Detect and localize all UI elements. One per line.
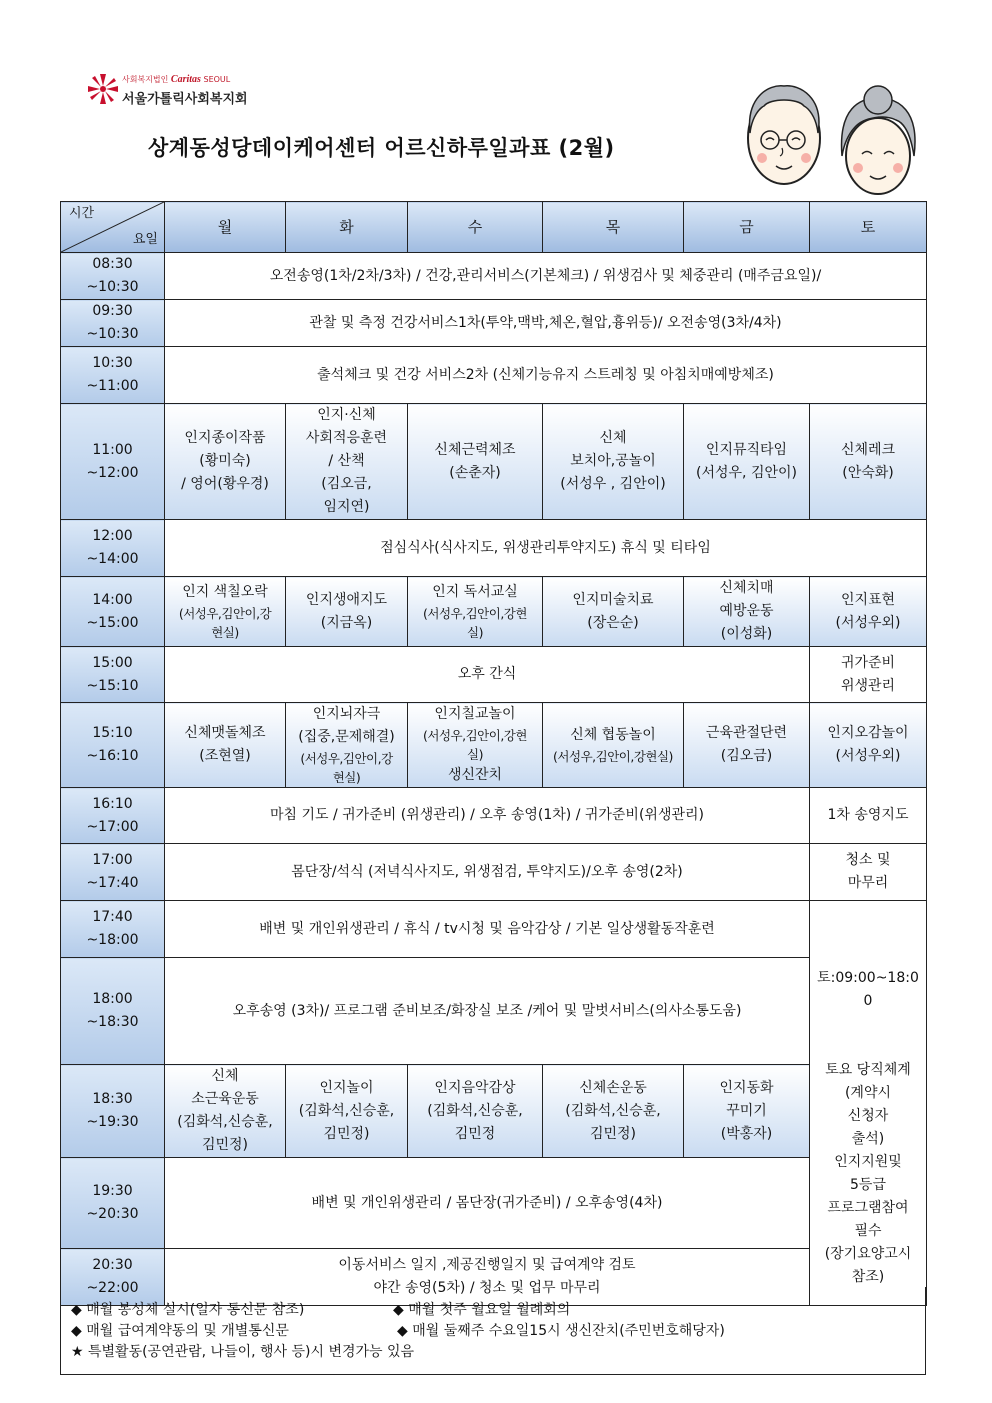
saturday-info-cell: 토:09:00~18:0 0 토요 당직체계 (계약시 신청자 출석) 인지지원및 5등급 프로그램참여 필수 (장기요양고시 참조) — [810, 901, 927, 1306]
schedule-row-1930 — [61, 1158, 927, 1249]
schedule-row-1830 — [61, 1065, 927, 1158]
header-row — [61, 202, 927, 253]
schedule-row-0930 — [61, 300, 927, 347]
activity-cell: 배변 및 개인위생관리 / 휴식 / tv시청 및 음악감상 / 기본 일상생활동작훈련 — [165, 901, 810, 958]
day-header-mon: 월 — [165, 202, 286, 253]
time-cell: 17:00 ~17:40 — [61, 844, 165, 901]
activity-cell: 배변 및 개인위생관리 / 몸단장(귀가준비) / 오후송영(4차) — [165, 1158, 810, 1249]
time-cell: 18:00 ~18:30 — [61, 958, 165, 1065]
schedule-row-1200 — [61, 520, 927, 577]
time-cell: 10:30 ~11:00 — [61, 347, 165, 404]
time-cell: 20:30 ~22:00 — [61, 1249, 165, 1306]
program-cell-sat: 신체레크 (안숙화) — [810, 404, 927, 520]
saturday-cell: 귀가준비 위생관리 — [810, 647, 927, 703]
logo-city: SEOUL — [203, 75, 231, 84]
time-cell: 17:40 ~18:00 — [61, 901, 165, 958]
schedule-row-1100 — [61, 404, 927, 520]
activity-cell: 관찰 및 측정 건강서비스1차(투약,맥박,체온,혈압,흉위등)/ 오전송영(3차/4차) — [165, 300, 927, 347]
saturday-cell: 청소 및 마무리 — [810, 844, 927, 901]
program-cell-wed: 인지 독서교실 (서성우,김안이,강현 실) — [408, 577, 543, 647]
activity-cell: 오후송영 (3차)/ 프로그램 준비보조/화장실 보조 /케어 및 말벗서비스(의사소통도움) — [165, 958, 810, 1065]
note-item: ◆ 매월 둘째주 수요일15시 생신잔치(주민번호해당자) — [397, 1323, 725, 1339]
elderly-couple-illustration — [738, 78, 938, 198]
program-cell-thu: 인지미술치료 (장은순) — [543, 577, 684, 647]
program-cell-wed: 인지음악감상 (김화석,신승훈, 김민정 — [408, 1065, 543, 1158]
activity-cell: 마침 기도 / 귀가준비 (위생관리) / 오후 송영(1차) / 귀가준비(위생관리) — [165, 788, 810, 844]
logo-org-name: 서울가톨릭사회복지회 — [122, 92, 248, 107]
day-header-fri: 금 — [684, 202, 810, 253]
corner-day-label: 요일 — [132, 232, 158, 247]
notes-box — [60, 1287, 926, 1375]
saturday-cell: 1차 송영지도 — [810, 788, 927, 844]
program-cell-sat: 인지오감놀이 (서성우외) — [810, 703, 927, 788]
schedule-row-1700 — [61, 844, 927, 901]
note-item: ◆ 매월 봉성체 실시(일자 통신문 참조) — [71, 1302, 305, 1318]
program-cell-mon: 신체맷돌체조 (조현열) — [165, 703, 286, 788]
page-title: 상계동성당데이케어센터 어르신하루일과표 (2월) — [148, 136, 615, 160]
logo-subtitle: 사회복지법인 Caritas SEOUL — [122, 74, 231, 85]
grandmother-face-icon — [842, 86, 915, 194]
program-cell-tue: 인지생애지도 (지금옥) — [286, 577, 408, 647]
organization-logo — [86, 72, 306, 112]
activity-cell: 오전송영(1차/2차/3차) / 건강,관리서비스(기본체크) / 위생검사 및 체중관리 (매주금요일)/ — [165, 253, 927, 300]
program-cell-thu: 신체 보치아,공놀이 (서성우 , 김안이) — [543, 404, 684, 520]
schedule-row-1610 — [61, 788, 927, 844]
time-cell: 19:30 ~20:30 — [61, 1158, 165, 1249]
caritas-cross-icon — [86, 72, 120, 106]
program-cell-sat: 인지표현 (서성우외) — [810, 577, 927, 647]
program-cell-fri: 근육관절단련 (김오금) — [684, 703, 810, 788]
program-cell-mon: 인지종이작품 (황미숙) / 영어(황우경) — [165, 404, 286, 520]
program-cell-wed: 신체근력체조 (손춘자) — [408, 404, 543, 520]
time-cell: 11:00 ~12:00 — [61, 404, 165, 520]
program-cell-tue: 인지·신체 사회적응훈련 / 산책 (김오금, 임지연) — [286, 404, 408, 520]
note-item: ◆ 매월 첫주 월요일 월례회의 — [393, 1302, 571, 1318]
activity-cell: 몸단장/석식 (저녁식사지도, 위생점검, 투약지도)/오후 송영(2차) — [165, 844, 810, 901]
time-cell: 15:10 ~16:10 — [61, 703, 165, 788]
schedule-row-0830 — [61, 253, 927, 300]
schedule-row-1800 — [61, 958, 927, 1065]
note-item: ★ 특별활동(공연관람, 나들이, 행사 등)시 변경가능 있음 — [71, 1344, 415, 1360]
daily-schedule-table — [60, 201, 927, 1306]
time-cell: 16:10 ~17:00 — [61, 788, 165, 844]
schedule-row-1510 — [61, 703, 927, 788]
time-cell: 14:00 ~15:00 — [61, 577, 165, 647]
day-header-sat: 토 — [810, 202, 927, 253]
program-cell-mon: 인지 색칠오락 (서성우,김안이,강 현실) — [165, 577, 286, 647]
time-cell: 12:00 ~14:00 — [61, 520, 165, 577]
activity-cell: 출석체크 및 건강 서비스2차 (신체기능유지 스트레칭 및 아침치매예방체조) — [165, 347, 927, 404]
day-header-tue: 화 — [286, 202, 408, 253]
program-cell-fri: 인지뮤직타임 (서성우, 김안이) — [684, 404, 810, 520]
program-cell-wed: 인지칠교놀이 (서성우,김안이,강현 실) 생신잔치 — [408, 703, 543, 788]
corner-time-label: 시간 — [69, 206, 95, 221]
program-cell-fri: 신체치매 예방운동 (이성화) — [684, 577, 810, 647]
schedule-row-1740 — [61, 901, 927, 958]
grandfather-face-icon — [748, 86, 820, 184]
corner-header-cell — [61, 202, 165, 253]
program-cell-thu: 신체손운동 (김화석,신승훈, 김민정) — [543, 1065, 684, 1158]
time-cell: 15:00 ~15:10 — [61, 647, 165, 703]
program-cell-fri: 인지동화 꾸미기 (박홍자) — [684, 1065, 810, 1158]
time-cell: 09:30 ~10:30 — [61, 300, 165, 347]
activity-cell: 이동서비스 일지 ,제공진행일지 및 급여계약 검토 야간 송영(5차) / 청소 및 업무 마무리 — [165, 1249, 810, 1306]
day-header-thu: 목 — [543, 202, 684, 253]
schedule-row-1500 — [61, 647, 927, 703]
activity-cell: 오후 간식 — [165, 647, 810, 703]
note-item: ◆ 매월 급여계약동의 및 개별통신문 — [71, 1323, 289, 1339]
time-cell: 08:30 ~10:30 — [61, 253, 165, 300]
logo-brand: Caritas — [170, 74, 201, 85]
program-cell-tue: 인지뇌자극 (집중,문제해결) (서성우,김안이,강 현실) — [286, 703, 408, 788]
time-cell: 18:30 ~19:30 — [61, 1065, 165, 1158]
schedule-row-1030 — [61, 347, 927, 404]
program-cell-thu: 신체 협동놀이 (서성우,김안이,강현실) — [543, 703, 684, 788]
schedule-row-1400 — [61, 577, 927, 647]
day-header-wed: 수 — [408, 202, 543, 253]
program-cell-mon: 신체 소근육운동 (김화석,신승훈, 김민정) — [165, 1065, 286, 1158]
program-cell-tue: 인지놀이 (김화석,신승훈, 김민정) — [286, 1065, 408, 1158]
activity-cell: 점심식사(식사지도, 위생관리투약지도) 휴식 및 티타임 — [165, 520, 927, 577]
